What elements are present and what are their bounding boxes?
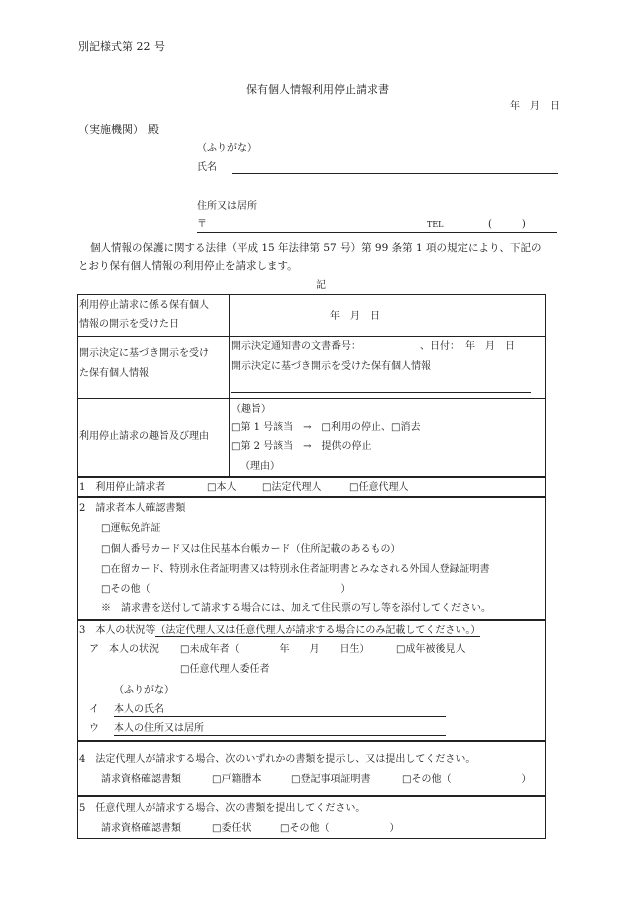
table-row-divider-1	[77, 336, 545, 337]
section-5-docs-label: 請求資格確認書類	[101, 823, 181, 834]
principal-address-line[interactable]	[114, 735, 446, 736]
section-4-heading: 4 法定代理人が請求する場合、次のいずれかの書類を提示し、又は提出してください。	[79, 754, 476, 765]
section-3-heading	[79, 625, 480, 637]
section-4-box	[77, 740, 546, 797]
section-2-heading: 2 請求者本人確認書類	[79, 503, 186, 514]
section-5-other[interactable]: □その他（ ）	[280, 823, 400, 834]
row2-info-label: 開示決定に基づき開示を受けた保有個人情報	[231, 361, 431, 372]
date-line: 年 月 日	[510, 101, 560, 112]
address-field-line[interactable]	[197, 232, 557, 233]
section-3-furigana: （ふりがな）	[114, 685, 174, 696]
row2-date-label: 、日付： 年 月 日	[420, 341, 515, 352]
section-3-heading-prefix: 3 本人の状況等	[79, 625, 156, 636]
section-3-minor[interactable]: □未成年者（ 年 月 日生）	[180, 644, 370, 655]
section-2-note: ※ 請求書を送付して請求する場合には、加えて住民票の写し等を添付してください。	[101, 603, 491, 614]
section-1-voluntary-agent[interactable]: □任意代理人	[349, 482, 409, 493]
row2-label-1: 開示決定に基づき開示を受け	[79, 348, 209, 359]
postal-mark: 〒	[197, 219, 207, 230]
section-3-b-label: イ	[89, 704, 99, 715]
intro-line-2: とおり保有個人情報の利用停止を請求します。	[78, 260, 298, 272]
row2-doc-number-label: 開示決定通知書の文書番号：	[231, 341, 361, 352]
section-1-heading: 1 利用停止請求者	[79, 482, 166, 493]
row1-date-value[interactable]: 年 月 日	[330, 311, 380, 322]
section-3-delegator[interactable]: □任意代理人委任者	[180, 664, 270, 675]
tel-label: TEL	[427, 220, 444, 229]
furigana-label: （ふりがな）	[197, 143, 257, 154]
document-title: 保有個人情報利用停止請求書	[246, 83, 389, 96]
section-4-family-register[interactable]: □戸籍謄本	[212, 774, 262, 785]
section-4-other[interactable]: □その他（ ）	[402, 774, 532, 785]
section-4-docs-label: 請求資格確認書類	[101, 774, 181, 785]
section-1-self[interactable]: □本人	[207, 482, 237, 493]
principal-name-line[interactable]	[114, 716, 446, 717]
table-row-divider-2	[77, 398, 545, 399]
name-label: 氏名	[197, 162, 217, 173]
row3-item-1[interactable]: □第 1 号該当 → □利用の停止、□消去	[231, 422, 421, 433]
section-5-heading: 5 任意代理人が請求する場合、次の書類を提出してください。	[79, 803, 366, 814]
section-1-legal-agent[interactable]: □法定代理人	[262, 482, 322, 493]
row1-label-1: 利用停止請求に係る保有個人	[79, 300, 209, 311]
row3-label: 利用停止請求の趣旨及び理由	[79, 431, 209, 442]
row2-label-2: た保有個人情報	[79, 368, 149, 379]
row3-reason: （理由）	[240, 461, 280, 472]
agency-label: （実施機関）	[78, 123, 144, 136]
section-2-item-2[interactable]: □個人番号カード又は住民基本台帳カード（住所記載のあるもの）	[101, 544, 401, 555]
ki-mark: 記	[316, 280, 326, 291]
section-3-heading-note: （法定代理人又は任意代理人が請求する場合にのみ記載してください。）	[155, 625, 481, 636]
section-3-a-label: ア 本人の状況	[89, 644, 159, 655]
section-3-principal-name: 本人の氏名	[114, 704, 164, 715]
address-label: 住所又は居所	[197, 201, 257, 212]
row3-item-2[interactable]: □第 2 号該当 → 提供の停止	[231, 441, 372, 452]
row2-info-line[interactable]	[231, 392, 531, 393]
section-3-principal-address: 本人の住所又は居所	[114, 723, 204, 734]
section-4-registry-certificate[interactable]: □登記事項証明書	[291, 774, 371, 785]
section-2-item-3[interactable]: □在留カード、特別永住者証明書又は特別永住者証明書とみなされる外国人登録証明書	[101, 564, 490, 575]
row3-gist: （趣旨）	[231, 404, 271, 415]
table-divider	[229, 294, 230, 477]
tel-paren: ( )	[488, 219, 526, 230]
name-field-line[interactable]	[232, 173, 558, 174]
section-3-c-label: ウ	[89, 723, 99, 734]
intro-line-1: 個人情報の保護に関する法律（平成 15 年法律第 57 号）第 99 条第 1 項の規定により、下記の	[90, 242, 542, 254]
honorific: 殿	[148, 123, 159, 136]
section-5-power-of-attorney[interactable]: □委任状	[212, 823, 252, 834]
section-2-item-1[interactable]: □運転免許証	[101, 523, 161, 534]
section-2-item-4[interactable]: □その他（ ）	[101, 584, 351, 595]
form-number: 別記様式第 22 号	[78, 40, 165, 53]
section-3-adult-ward[interactable]: □成年被後見人	[396, 644, 466, 655]
row1-label-2: 情報の開示を受けた日	[79, 319, 179, 330]
